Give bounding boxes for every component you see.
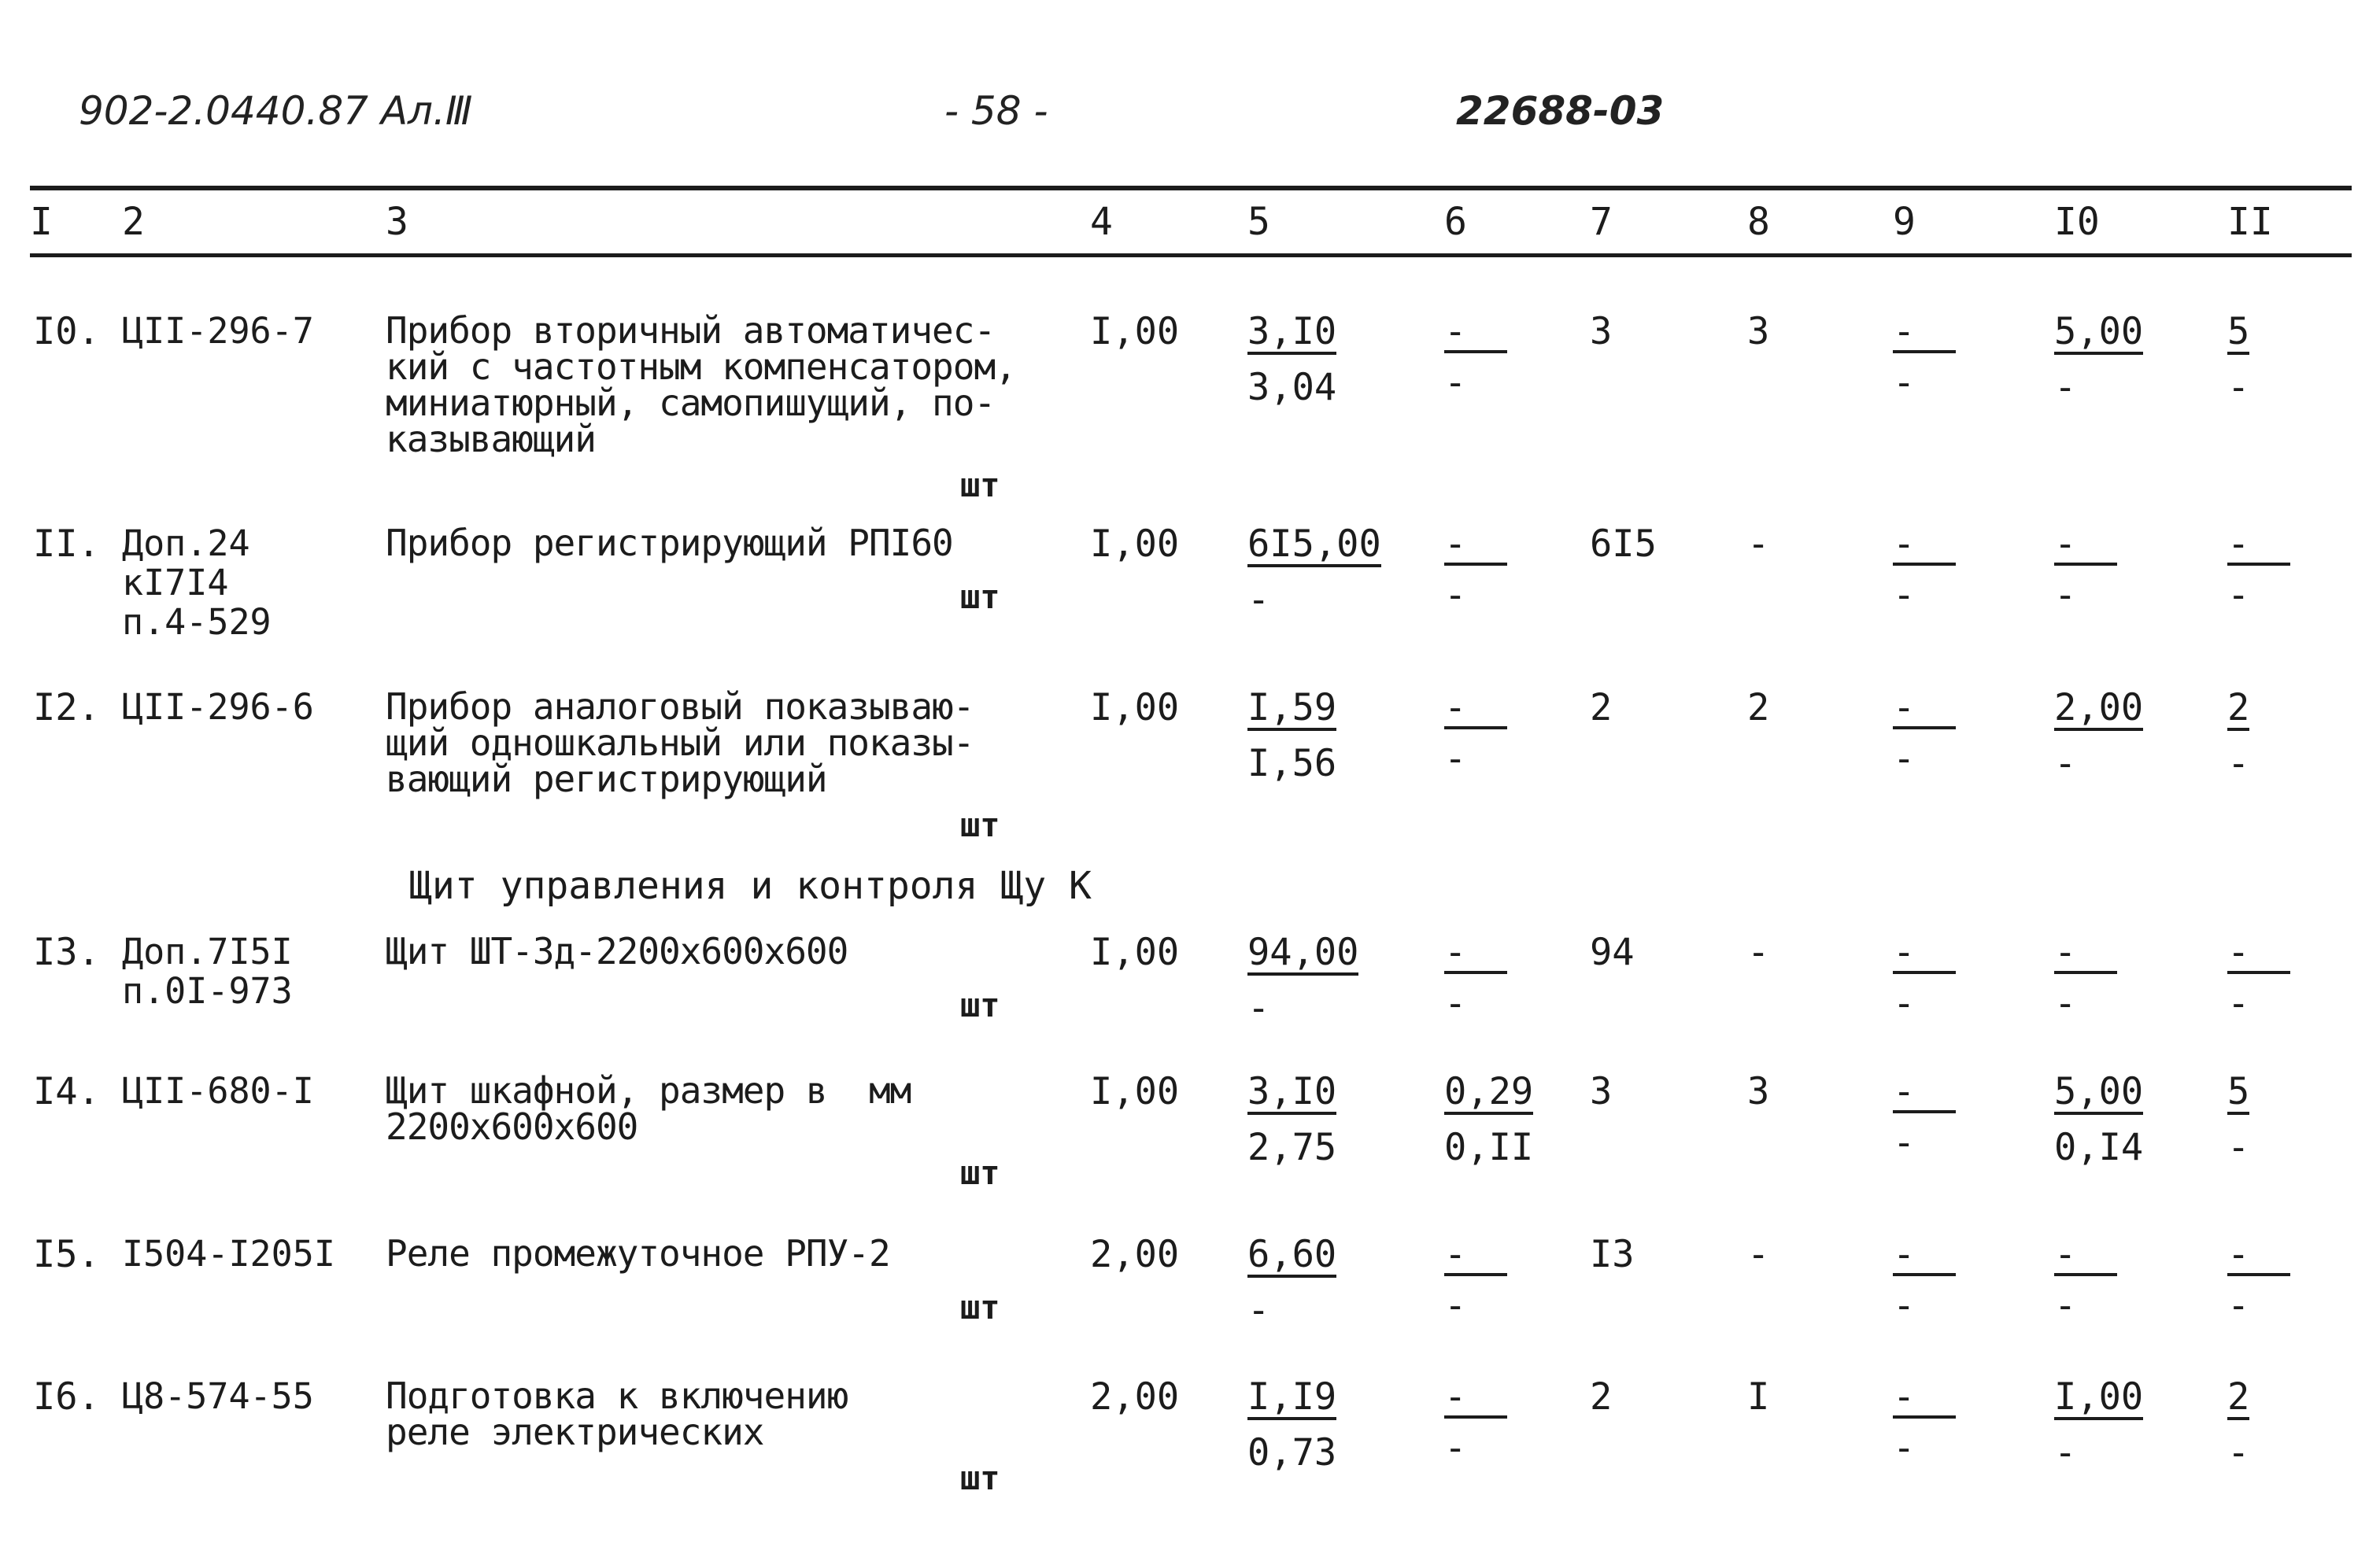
col5-value-top: I,59 [1247,686,1337,729]
unit-label: шт [960,806,1000,844]
col8-value: 2 [1747,686,1770,729]
col6-value-top: - [1444,1378,1507,1419]
work-description: 2200х600х600 [386,1105,638,1148]
quantity: I,00 [1090,522,1180,566]
col10-value-bottom: 0,I4 [2054,1126,2144,1169]
work-description: Прибор вторичный автоматичес- [386,309,996,352]
col6-value-bottom: - [1444,982,1467,1025]
col11-value [2227,310,2250,409]
col9-value-top: - [1893,313,1956,353]
column-number: 7 [1590,200,1613,244]
column-number: I [30,200,53,244]
col7-value: 3 [1590,310,1613,353]
col6-value [1444,1375,1507,1470]
quantity: 2,00 [1090,1375,1180,1419]
col9-value-top: - [1893,1073,1956,1113]
col9-value-top: - [1893,526,1956,566]
col10-value-bottom: - [2054,1431,2077,1474]
col6-value-bottom: - [1444,1426,1467,1470]
col10-value [2054,1233,2117,1327]
col7-value: 3 [1590,1070,1613,1113]
row-number: I0. [33,310,100,353]
unit-label: шт [960,986,1000,1024]
col6-value-bottom: - [1444,737,1467,780]
col10-value-top: 5,00 [2054,310,2144,353]
col10-value [2054,310,2144,409]
col9-value-bottom: - [1893,1121,1916,1164]
col6-value [1444,310,1507,404]
col9-value [1893,686,1956,780]
col11-value [2227,522,2290,617]
col11-value-top: - [2227,526,2290,566]
col5-value-bottom: - [1247,987,1270,1030]
col6-value-bottom: - [1444,361,1467,404]
col6-value [1444,1070,1534,1169]
col5-value [1247,1070,1337,1169]
col9-value-bottom: - [1893,361,1916,404]
col6-value-top: 0,29 [1444,1070,1534,1113]
col7-value: 2 [1590,1375,1613,1419]
norm-code: кI7I4 [122,562,229,603]
column-number: 5 [1247,200,1270,244]
col11-value [2227,931,2290,1025]
section-title: Щит управления и контроля Щу К [409,864,1092,908]
norm-code: ЦII-296-6 [122,686,314,728]
sheet-code: 22688-03 [1456,88,1665,134]
col5-value-bottom: 3,04 [1247,366,1337,409]
col11-value [2227,686,2250,785]
col7-value: 2 [1590,686,1613,729]
unit-label: шт [960,466,1000,504]
work-description: Щит шкафной, размер в мм [386,1069,911,1112]
row-number: I3. [33,931,100,974]
col6-value-top: - [1444,689,1507,729]
col8-value: - [1747,522,1770,566]
col10-value-bottom: - [2054,1284,2077,1327]
col10-value-top: 5,00 [2054,1070,2144,1113]
col10-value-bottom: - [2054,366,2077,409]
top-rule [30,186,2352,190]
norm-code: Доп.24 [122,522,250,564]
col10-value-bottom: - [2054,982,2077,1025]
col11-value-top: 5 [2227,310,2250,353]
col11-value [2227,1233,2290,1327]
col5-value-bottom: 2,75 [1247,1126,1337,1169]
column-number: 3 [386,200,408,244]
col10-value [2054,522,2117,617]
col5-value [1247,1375,1337,1474]
col6-value [1444,931,1507,1025]
col9-value-bottom: - [1893,1284,1916,1327]
col11-value-top: - [2227,1236,2290,1276]
row-number: I5. [33,1233,100,1276]
quantity: 2,00 [1090,1233,1180,1276]
col9-value [1893,1233,1956,1327]
work-description: Щит ШТ-3д-2200х600х600 [386,930,848,972]
col10-value-top: I,00 [2054,1375,2144,1419]
doc-code: 902-2.0440.87 Ал.Ⅲ [79,88,473,134]
column-number: 9 [1893,200,1916,244]
row-number: I2. [33,686,100,729]
work-description: кий с частотным компенсатором, [386,345,1016,388]
col6-value-top: - [1444,1236,1507,1276]
col10-value-top: - [2054,526,2117,566]
quantity: I,00 [1090,310,1180,353]
page-number: - 58 - [944,88,1048,134]
col5-value [1247,1233,1337,1332]
col9-value [1893,1070,1956,1164]
work-description: миниатюрный, самопишущий, по- [386,382,996,424]
column-number: 2 [122,200,145,244]
col6-value-bottom: - [1444,574,1467,617]
work-description: Прибор регистрирующий РПI60 [386,522,953,564]
col9-value-top: - [1893,689,1956,729]
col10-value-bottom: - [2054,574,2077,617]
col7-value: I3 [1590,1233,1635,1276]
col6-value [1444,686,1507,780]
col11-value-bottom: - [2227,1126,2250,1169]
quantity: I,00 [1090,931,1180,974]
col9-value [1893,931,1956,1025]
col10-value-top: - [2054,1236,2117,1276]
col5-value-top: 3,I0 [1247,310,1337,353]
col6-value-top: - [1444,526,1507,566]
col6-value [1444,522,1507,617]
col5-value-top: 3,I0 [1247,1070,1337,1113]
col8-value: 3 [1747,1070,1770,1113]
col11-value-top: 2 [2227,1375,2250,1419]
col8-value: 3 [1747,310,1770,353]
col9-value [1893,310,1956,404]
col5-value-top: 6,60 [1247,1233,1337,1276]
norm-code: Ц8-574-55 [122,1375,314,1417]
col9-value-bottom: - [1893,1426,1916,1470]
col9-value-top: - [1893,934,1956,974]
quantity: I,00 [1090,686,1180,729]
col8-value: - [1747,931,1770,974]
col7-value: 94 [1590,931,1635,974]
col9-value-top: - [1893,1378,1956,1419]
col6-value [1444,1233,1507,1327]
col5-value-top: 94,00 [1247,931,1359,974]
norm-code: п.4-529 [122,601,272,643]
col9-value-top: - [1893,1236,1956,1276]
quantity: I,00 [1090,1070,1180,1113]
row-number: I4. [33,1070,100,1113]
column-number: 8 [1747,200,1770,244]
col5-value-top: I,I9 [1247,1375,1337,1419]
row-number: I6. [33,1375,100,1419]
col5-value [1247,522,1381,622]
work-description: Подготовка к включению [386,1375,848,1417]
col9-value-bottom: - [1893,737,1916,780]
col5-value [1247,310,1337,409]
column-number: II [2227,200,2273,244]
work-description: казывающий [386,418,596,460]
col10-value [2054,1070,2144,1169]
col11-value-bottom: - [2227,574,2250,617]
col9-value [1893,522,1956,617]
col11-value-top: 2 [2227,686,2250,729]
unit-label: шт [960,578,1000,616]
column-number: 6 [1444,200,1467,244]
col10-value [2054,931,2117,1025]
col5-value-bottom: - [1247,578,1270,622]
work-description: вающий регистрирующий [386,758,827,800]
work-description: щий одношкальный или показы- [386,721,974,764]
header-rule [30,253,2352,257]
col9-value-bottom: - [1893,982,1916,1025]
col9-value [1893,1375,1956,1470]
col5-value-bottom: 0,73 [1247,1431,1337,1474]
unit-label: шт [960,1153,1000,1192]
norm-code: I504-I205I [122,1233,335,1275]
col11-value-top: - [2227,934,2290,974]
col6-value-top: - [1444,934,1507,974]
col10-value-top: - [2054,934,2117,974]
work-description: Прибор аналоговый показываю- [386,685,974,728]
col6-value-bottom: - [1444,1284,1467,1327]
column-number: 4 [1090,200,1113,244]
col11-value [2227,1375,2250,1474]
col10-value [2054,1375,2144,1474]
norm-code: ЦII-296-7 [122,310,314,352]
work-description: Реле промежуточное РПУ-2 [386,1232,890,1275]
col9-value-bottom: - [1893,574,1916,617]
work-description: реле электрических [386,1411,764,1453]
norm-code: ЦII-680-I [122,1070,314,1112]
unit-label: шт [960,1459,1000,1497]
col10-value [2054,686,2144,785]
norm-code: Доп.7I5I [122,931,293,972]
col5-value [1247,686,1337,785]
col8-value: I [1747,1375,1770,1419]
col10-value-top: 2,00 [2054,686,2144,729]
col11-value-top: 5 [2227,1070,2250,1113]
col7-value: 6I5 [1590,522,1657,566]
column-number: I0 [2054,200,2100,244]
col11-value-bottom: - [2227,982,2250,1025]
col10-value-bottom: - [2054,742,2077,785]
norm-code: п.0I-973 [122,970,293,1012]
row-number: II. [33,522,100,566]
col11-value-bottom: - [2227,742,2250,785]
unit-label: шт [960,1288,1000,1327]
col11-value-bottom: - [2227,1431,2250,1474]
col11-value-bottom: - [2227,366,2250,409]
col8-value: - [1747,1233,1770,1276]
col5-value-bottom: I,56 [1247,742,1337,785]
col11-value [2227,1070,2250,1169]
col5-value-bottom: - [1247,1289,1270,1332]
col5-value-top: 6I5,00 [1247,522,1381,566]
col6-value-bottom: 0,II [1444,1126,1534,1169]
col11-value-bottom: - [2227,1284,2250,1327]
col6-value-top: - [1444,313,1507,353]
col5-value [1247,931,1359,1030]
